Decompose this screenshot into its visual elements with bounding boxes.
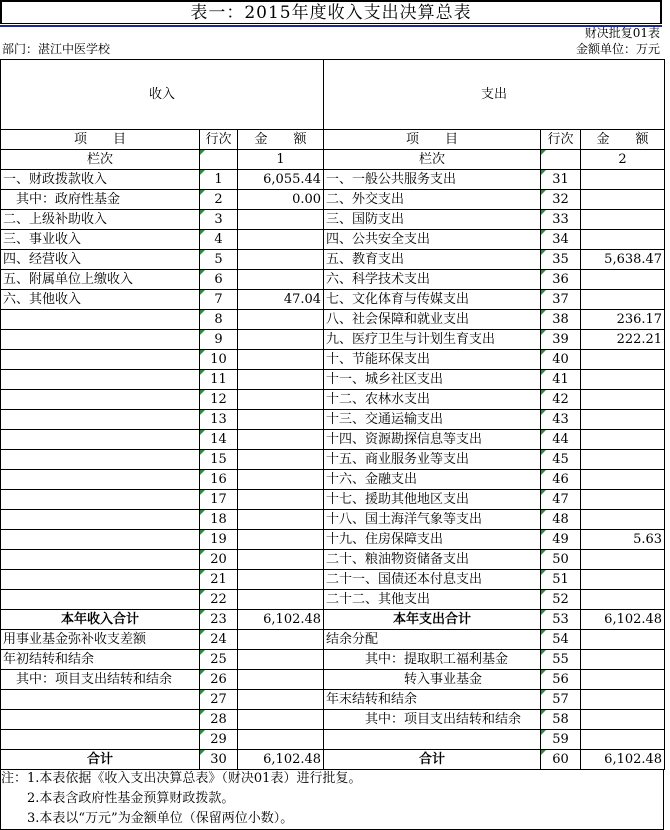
income-row-number: 23 — [200, 610, 238, 630]
income-row-number: 8 — [200, 310, 238, 330]
income-amount — [238, 270, 324, 290]
expense-amount — [581, 550, 665, 570]
income-item — [1, 370, 200, 390]
income-row-number: 21 — [200, 570, 238, 590]
income-item: 三、事业收入 — [1, 230, 200, 250]
income-column-number: 1 — [238, 150, 324, 170]
expense-amount — [581, 190, 665, 210]
table-row — [1, 610, 665, 630]
income-amount — [238, 730, 324, 750]
expense-item: 十七、援助其他地区支出 — [324, 490, 541, 510]
expense-row-number: 55 — [541, 650, 581, 670]
income-expense-table — [0, 59, 665, 770]
income-row-number: 25 — [200, 650, 238, 670]
expense-item: 其中：项目支出结转和结余 — [324, 710, 541, 730]
expense-amount: 6,102.48 — [581, 610, 665, 630]
expense-section-header: 支出 — [324, 60, 665, 130]
expense-row-number: 49 — [541, 530, 581, 550]
expense-amount — [581, 730, 665, 750]
income-item — [1, 410, 200, 430]
income-column-label-blank — [200, 150, 238, 170]
income-item — [1, 570, 200, 590]
expense-item: 十五、商业服务业等支出 — [324, 450, 541, 470]
income-row-number: 14 — [200, 430, 238, 450]
table-row — [1, 490, 665, 510]
income-item — [1, 350, 200, 370]
expense-amount — [581, 410, 665, 430]
table-row — [1, 310, 665, 330]
income-row-number: 17 — [200, 490, 238, 510]
expense-item: 本年支出合计 — [324, 610, 541, 630]
expense-rowno-header: 行次 — [541, 130, 581, 150]
income-amount: 6,055.44 — [238, 170, 324, 190]
income-row-number: 28 — [200, 710, 238, 730]
income-row-number: 4 — [200, 230, 238, 250]
income-amount — [238, 230, 324, 250]
note-line: 3.本表以“万元”为金额单位（保留两位小数）。 — [0, 810, 664, 830]
table-row — [1, 330, 665, 350]
expense-amount: 236.17 — [581, 310, 665, 330]
income-item: 四、经营收入 — [1, 250, 200, 270]
income-row-number: 30 — [200, 750, 238, 770]
expense-item: 三、国防支出 — [324, 210, 541, 230]
expense-amount — [581, 230, 665, 250]
expense-amount — [581, 630, 665, 650]
expense-amount — [581, 450, 665, 470]
expense-item: 结余分配 — [324, 630, 541, 650]
expense-amount — [581, 370, 665, 390]
amount-unit-label: 金额单位：万元 — [575, 42, 660, 56]
expense-amount — [581, 710, 665, 730]
income-row-number: 2 — [200, 190, 238, 210]
income-item: 六、其他收入 — [1, 290, 200, 310]
expense-row-number: 53 — [541, 610, 581, 630]
department-label: 部门：湛江中医学校 — [2, 42, 111, 56]
income-item — [1, 490, 200, 510]
table-row — [1, 250, 665, 270]
expense-item: 七、文化体育与传媒支出 — [324, 290, 541, 310]
income-item — [1, 590, 200, 610]
expense-row-number: 32 — [541, 190, 581, 210]
expense-row-number: 51 — [541, 570, 581, 590]
expense-row-number: 35 — [541, 250, 581, 270]
table-row — [1, 710, 665, 730]
expense-amount: 6,102.48 — [581, 750, 665, 770]
expense-item: 九、医疗卫生与计划生育支出 — [324, 330, 541, 350]
expense-item: 二、外交支出 — [324, 190, 541, 210]
income-row-number: 3 — [200, 210, 238, 230]
income-row-number: 22 — [200, 590, 238, 610]
expense-item: 一、一般公共服务支出 — [324, 170, 541, 190]
income-item: 一、财政拨款收入 — [1, 170, 200, 190]
expense-row-number: 40 — [541, 350, 581, 370]
expense-amount — [581, 170, 665, 190]
expense-amount: 222.21 — [581, 330, 665, 350]
note-line: 注：1.本表依据《收入支出决算总表》（财决01表）进行批复。 — [0, 770, 664, 790]
expense-row-number: 34 — [541, 230, 581, 250]
income-amount — [238, 410, 324, 430]
income-amount: 0.00 — [238, 190, 324, 210]
expense-amount — [581, 510, 665, 530]
expense-row-number: 46 — [541, 470, 581, 490]
income-item: 本年收入合计 — [1, 610, 200, 630]
income-amount — [238, 450, 324, 470]
income-amount — [238, 470, 324, 490]
income-row-number: 13 — [200, 410, 238, 430]
expense-item: 四、公共安全支出 — [324, 230, 541, 250]
expense-amount: 5.63 — [581, 530, 665, 550]
income-row-number: 16 — [200, 470, 238, 490]
income-item — [1, 390, 200, 410]
expense-row-number: 59 — [541, 730, 581, 750]
expense-item-header: 项 目 — [324, 130, 541, 150]
expense-row-number: 58 — [541, 710, 581, 730]
expense-amount — [581, 650, 665, 670]
income-item: 五、附属单位上缴收入 — [1, 270, 200, 290]
income-amount — [238, 570, 324, 590]
report-title: 表一：2015年度收入支出决算总表 — [0, 0, 662, 24]
expense-row-number: 54 — [541, 630, 581, 650]
expense-row-number: 57 — [541, 690, 581, 710]
income-row-number: 6 — [200, 270, 238, 290]
expense-item: 合计 — [324, 750, 541, 770]
form-code: 财决批复01表 — [584, 26, 660, 40]
income-item — [1, 450, 200, 470]
table-row — [1, 470, 665, 490]
income-amount — [238, 690, 324, 710]
income-amount — [238, 330, 324, 350]
table-row — [1, 270, 665, 290]
income-item — [1, 730, 200, 750]
expense-item: 其中：提取职工福利基金 — [324, 650, 541, 670]
table-row — [1, 670, 665, 690]
expense-amount — [581, 430, 665, 450]
income-item-header: 项 目 — [1, 130, 200, 150]
table-row — [1, 370, 665, 390]
expense-amount — [581, 290, 665, 310]
table-row — [1, 350, 665, 370]
expense-item: 八、社会保障和就业支出 — [324, 310, 541, 330]
income-amount: 6,102.48 — [238, 610, 324, 630]
expense-row-number: 43 — [541, 410, 581, 430]
income-item: 其中：项目支出结转和结余 — [1, 670, 200, 690]
table-row — [1, 550, 665, 570]
expense-row-number: 42 — [541, 390, 581, 410]
table-row — [1, 570, 665, 590]
expense-row-number: 60 — [541, 750, 581, 770]
income-amount — [238, 670, 324, 690]
income-amount — [238, 310, 324, 330]
income-amount-header: 金 额 — [238, 130, 324, 150]
expense-item: 二十一、国债还本付息支出 — [324, 570, 541, 590]
expense-amount — [581, 350, 665, 370]
income-item — [1, 430, 200, 450]
income-row-number: 5 — [200, 250, 238, 270]
expense-row-number: 48 — [541, 510, 581, 530]
income-item: 其中：政府性基金 — [1, 190, 200, 210]
expense-item: 十三、交通运输支出 — [324, 410, 541, 430]
expense-row-number: 50 — [541, 550, 581, 570]
expense-item: 转入事业基金 — [324, 670, 541, 690]
income-amount — [238, 490, 324, 510]
income-row-number: 26 — [200, 670, 238, 690]
expense-amount — [581, 570, 665, 590]
expense-item: 年末结转和结余 — [324, 690, 541, 710]
income-item — [1, 330, 200, 350]
expense-amount: 5,638.47 — [581, 250, 665, 270]
income-row-number: 24 — [200, 630, 238, 650]
income-amount — [238, 370, 324, 390]
table-row — [1, 170, 665, 190]
expense-amount — [581, 270, 665, 290]
income-amount — [238, 210, 324, 230]
income-amount — [238, 550, 324, 570]
expense-amount-header: 金 额 — [581, 130, 665, 150]
income-row-number: 1 — [200, 170, 238, 190]
income-amount — [238, 390, 324, 410]
note-line: 2.本表含政府性基金预算财政拨款。 — [0, 790, 664, 810]
income-column-label: 栏次 — [1, 150, 200, 170]
income-amount — [238, 590, 324, 610]
income-amount — [238, 250, 324, 270]
table-row — [1, 510, 665, 530]
income-amount — [238, 510, 324, 530]
expense-row-number: 56 — [541, 670, 581, 690]
expense-row-number: 41 — [541, 370, 581, 390]
expense-amount — [581, 590, 665, 610]
expense-row-number: 52 — [541, 590, 581, 610]
title-underline — [0, 25, 662, 27]
expense-amount — [581, 690, 665, 710]
table-row — [1, 650, 665, 670]
income-item — [1, 690, 200, 710]
income-row-number: 12 — [200, 390, 238, 410]
expense-item: 十八、国土海洋气象等支出 — [324, 510, 541, 530]
income-item: 合计 — [1, 750, 200, 770]
income-amount: 47.04 — [238, 290, 324, 310]
table-row — [1, 290, 665, 310]
income-row-number: 18 — [200, 510, 238, 530]
expense-item: 五、教育支出 — [324, 250, 541, 270]
income-item — [1, 470, 200, 490]
income-item: 二、上级补助收入 — [1, 210, 200, 230]
income-item — [1, 310, 200, 330]
expense-item: 十六、金融支出 — [324, 470, 541, 490]
expense-row-number: 36 — [541, 270, 581, 290]
expense-row-number: 45 — [541, 450, 581, 470]
income-row-number: 15 — [200, 450, 238, 470]
expense-amount — [581, 490, 665, 510]
income-amount — [238, 350, 324, 370]
income-item — [1, 510, 200, 530]
expense-row-number: 37 — [541, 290, 581, 310]
expense-row-number: 38 — [541, 310, 581, 330]
expense-column-label: 栏次 — [324, 150, 541, 170]
income-row-number: 10 — [200, 350, 238, 370]
expense-column-number: 2 — [581, 150, 665, 170]
expense-row-number: 31 — [541, 170, 581, 190]
income-row-number: 27 — [200, 690, 238, 710]
expense-row-number: 33 — [541, 210, 581, 230]
income-row-number: 9 — [200, 330, 238, 350]
table-row — [1, 430, 665, 450]
expense-item: 十四、资源勘探信息等支出 — [324, 430, 541, 450]
income-item — [1, 710, 200, 730]
income-row-number: 20 — [200, 550, 238, 570]
income-item — [1, 550, 200, 570]
income-row-number: 29 — [200, 730, 238, 750]
expense-row-number: 44 — [541, 430, 581, 450]
expense-amount — [581, 390, 665, 410]
expense-amount — [581, 470, 665, 490]
income-section-header: 收入 — [1, 60, 324, 130]
table-row — [1, 410, 665, 430]
income-amount — [238, 650, 324, 670]
expense-item: 十、节能环保支出 — [324, 350, 541, 370]
expense-item — [324, 730, 541, 750]
income-item: 用事业基金弥补收支差额 — [1, 630, 200, 650]
expense-amount — [581, 670, 665, 690]
income-amount: 6,102.48 — [238, 750, 324, 770]
expense-item: 十二、农林水支出 — [324, 390, 541, 410]
income-amount — [238, 430, 324, 450]
income-amount — [238, 530, 324, 550]
income-amount — [238, 630, 324, 650]
expense-item: 二十、粮油物资储备支出 — [324, 550, 541, 570]
table-row — [1, 750, 665, 770]
expense-row-number: 47 — [541, 490, 581, 510]
expense-row-number: 39 — [541, 330, 581, 350]
expense-item: 六、科学技术支出 — [324, 270, 541, 290]
table-row — [1, 230, 665, 250]
table-row — [1, 730, 665, 750]
table-row — [1, 590, 665, 610]
expense-item: 十一、城乡社区支出 — [324, 370, 541, 390]
table-row — [1, 530, 665, 550]
table-row — [1, 630, 665, 650]
table-row — [1, 690, 665, 710]
expense-column-label-blank — [541, 150, 581, 170]
expense-item: 二十二、其他支出 — [324, 590, 541, 610]
table-row — [1, 190, 665, 210]
table-row — [1, 450, 665, 470]
income-item — [1, 530, 200, 550]
table-row — [1, 390, 665, 410]
income-item: 年初结转和结余 — [1, 650, 200, 670]
income-amount — [238, 710, 324, 730]
expense-amount — [581, 210, 665, 230]
income-row-number: 11 — [200, 370, 238, 390]
expense-item: 十九、住房保障支出 — [324, 530, 541, 550]
income-rowno-header: 行次 — [200, 130, 238, 150]
income-row-number: 19 — [200, 530, 238, 550]
income-row-number: 7 — [200, 290, 238, 310]
table-row — [1, 210, 665, 230]
